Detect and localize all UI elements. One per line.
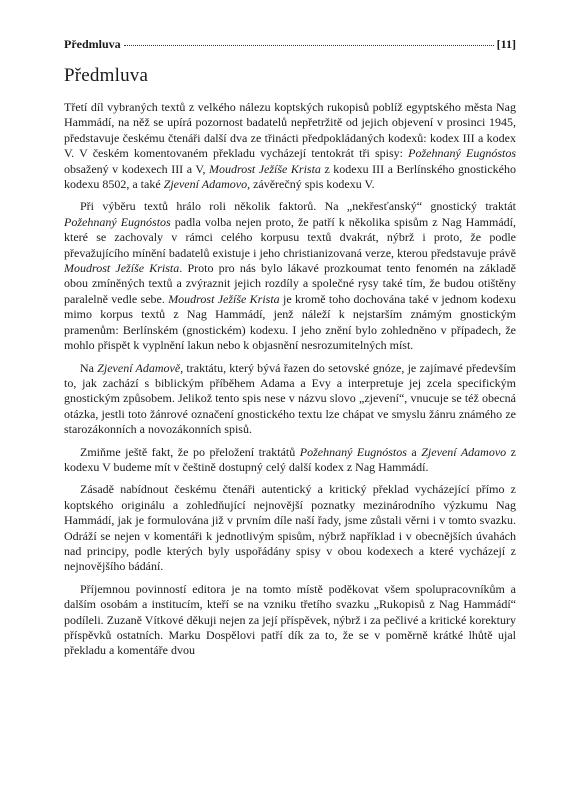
paragraph-text: z kodexu III a Berlínského gnostického kodexu 8502, a také: [64, 161, 517, 192]
page-number: [11]: [496, 37, 516, 51]
paragraph: [64, 199, 516, 353]
paragraph-text: Příjemnou povinností editora je na tomto místě poděkovat všem spolupracovníkům a dalším osobám a institucím, kteří se na vzniku třetího svazku „Rukopisů z Nag Hammádí“ podíleli. Zuzaně Vítkové děkuji nejen za její příspěvek, nýbrž i za pečlivé a kritické korektury příspěvků ostatních. Marku Dospělovi patří dík za to, že se v poměrně krátké lhůtě ujal překladu a komentáře dvou: [64, 581, 516, 658]
paragraph-text: a: [406, 444, 422, 459]
paragraph-text: . Proto pro nás bylo lákavé prozkoumat tento fenomén na základě obou zmíněných textů a zvýraznit jejich rozdíly a společné rysy také tím, že budou otištěny paralelně vedle sebe.: [64, 261, 517, 306]
paragraph: [64, 100, 516, 192]
paragraph-text: Třetí díl vybraných textů z velkého nálezu koptských rukopisů poblíž egyptského města Nag Hammádí, na něž se upírá pozornost badatelů nepřetržitě od jejich objevení v prosinci 1945, představuje českému čtenáři další dva ze třinácti předpokládaných kodexů: kodex III a kodex V. V českém komentovaném překladu vycházejí tentokrát tři spisy:: [64, 100, 516, 161]
italic-title-text: Zjevení Adamově: [97, 360, 181, 375]
chapter-title: Předmluva: [64, 65, 149, 86]
paragraph: [64, 482, 516, 574]
italic-title-text: Moudrost Ježíše Krista: [208, 161, 321, 176]
paragraph-text: Zásadě nabídnout českému čtenáři autentický a kritický překlad vycházející přímo z koptského originálu a zohledňující nejnovější poznatky mezinárodního výzkumu Nag Hammádí, jak je formulována již v prvním díle naší řady, jsme zůstali věrni i v tomto svazku. Odráží se nejen v komentáři k jednotlivým spisům, nýbrž například i v obecnějších úvahách nad principy, podle kterých byly uspořádány spisy v obou kodexech a které vycházejí z nejnovějšího bádání.: [64, 482, 516, 574]
running-header-title: Předmluva: [64, 37, 121, 51]
paragraph-text: Při výběru textů hrálo roli několik faktorů. Na „nekřesťanský“ gnostický traktát: [80, 199, 516, 214]
italic-title-text: Zjevení Adamovo: [163, 177, 248, 192]
paragraph-text: je kromě toho dochována také v jednom kodexu mimo korpus textů z Nag Hammádí, jenž náleží k nejstarším známým gnostickým pramenům: Berlínském (gnostickém) kodexu. I jeho znění bylo zohledněno v případech, že mohlo přispět k vyplnění lakun nebo k objasnění nesrozumitelných míst.: [64, 291, 517, 353]
italic-title-text: Požehnaný Eugnóstos: [408, 146, 517, 161]
paragraph-text: , traktátu, který bývá řazen do setovské gnóze, je zajímavé především to, jak zachází s biblickým příběhem Adama a Evy a interpretuje jej zcela specifickým gnostickým způsobem. Jelikož tento spis nese v názvu slovo „zjevení“, vnucuje se též obecná otázka, jestli toto žánrové označení gnostického textu lze chápat ve smyslu žánru známého ze starozákonních a novozákonních spisů.: [64, 360, 516, 437]
paragraph: [64, 445, 516, 476]
paragraph-text: , závěrečný spis kodexu V.: [247, 177, 375, 192]
paragraph: [64, 361, 516, 438]
paragraph-text: obsažený v kodexech III a V,: [64, 161, 209, 176]
italic-title-text: Moudrost Ježíše Krista: [168, 291, 280, 306]
paragraph-text: Zmiňme ještě fakt, že po přeložení traktátů: [80, 444, 300, 459]
italic-title-text: Požehnaný Eugnóstos: [64, 214, 171, 229]
body-text: [64, 100, 516, 666]
paragraph: [64, 582, 516, 659]
italic-title-text: Zjevení Adamovo: [421, 444, 507, 459]
italic-title-text: Požehnaný Eugnóstos: [299, 444, 407, 459]
italic-title-text: Moudrost Ježíše Krista: [64, 261, 180, 276]
paragraph-text: Na: [80, 360, 98, 375]
running-header: [64, 37, 516, 51]
paragraph-text: padla volba nejen proto, že patří k několika spisům z Nag Hammádí, které se zachovaly v rámci celého korpusu textů dvakrát, nýbrž i proto, že podle převažujícího mínění badatelů existuje i jeho christianizovaná verze, kterou představuje právě: [64, 214, 516, 260]
paragraph-text: z kodexu V budeme mít v češtině dostupný celý další kodex z Nag Hammádí.: [64, 444, 516, 474]
dot-leader: [124, 35, 494, 46]
